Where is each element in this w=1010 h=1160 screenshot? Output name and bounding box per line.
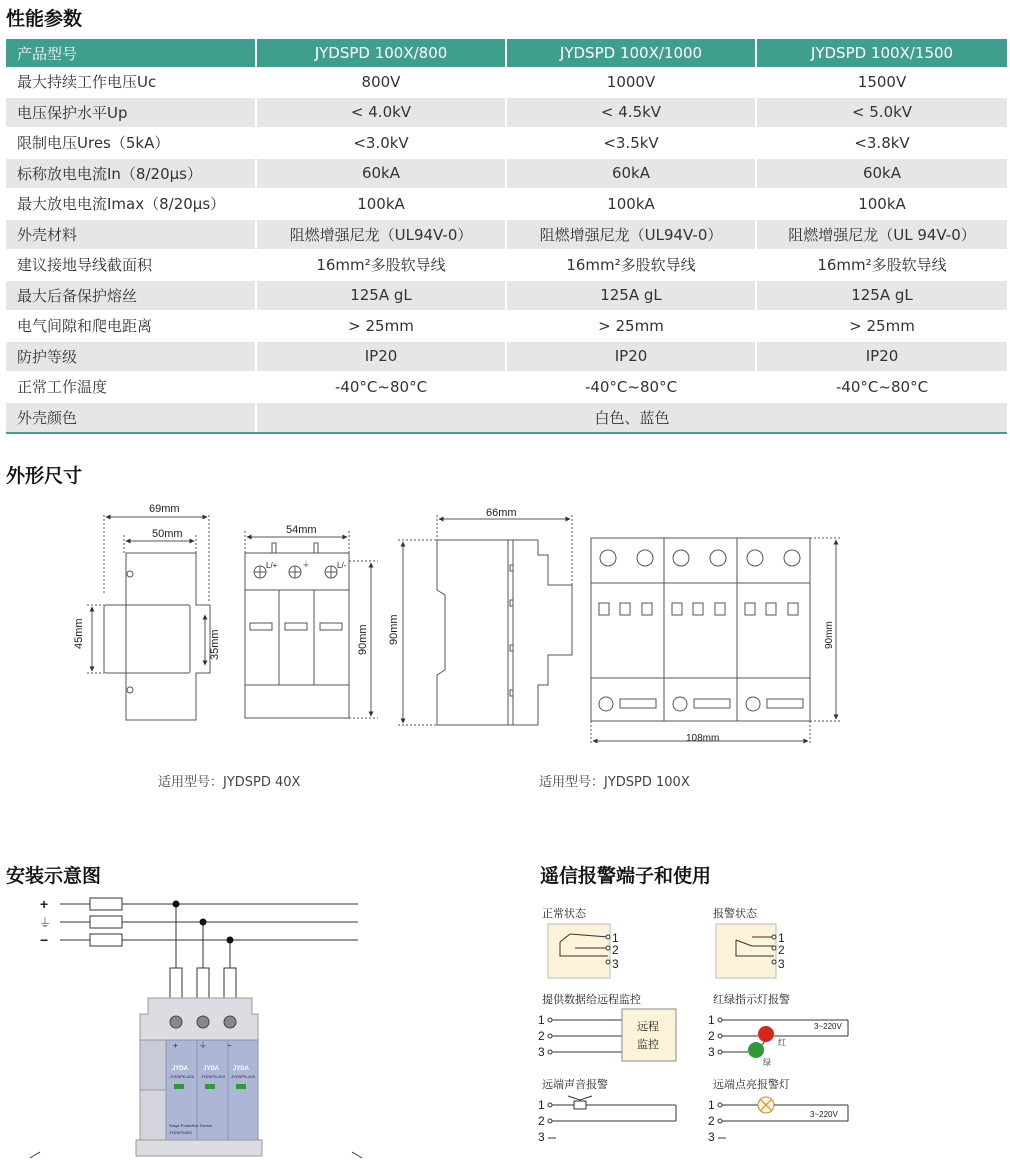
buzzer-diagram <box>538 1096 676 1144</box>
cell: -40°C~80°C <box>756 372 1007 403</box>
red-label: 红 <box>778 1038 786 1047</box>
cell: > 25mm <box>756 311 1007 342</box>
cell: 100kA <box>506 189 756 220</box>
row-label: 电气间隙和爬电距离 <box>6 311 256 342</box>
dim-90mm-40x: 90mm <box>357 624 369 655</box>
remote-box-line2: 监控 <box>637 1039 659 1051</box>
device-brand-1: JYDA <box>172 1066 189 1072</box>
cell: 16mm²多股软导线 <box>756 250 1007 281</box>
pin-2: 2 <box>708 1029 715 1043</box>
cell: 100kA <box>756 189 1007 220</box>
indicator-label: 红绿指示灯报警 <box>713 994 790 1006</box>
terminal-l-plus: L/+ <box>266 561 278 570</box>
cell: 125A gL <box>256 280 506 311</box>
lamp-label: 远端点亮报警灯 <box>713 1079 790 1091</box>
header-cell: 产品型号 <box>6 39 256 67</box>
pole-ground: ⏚ <box>199 1041 207 1050</box>
normal-state-label: 正常状态 <box>542 908 586 920</box>
installation-title: 安装示意图 <box>6 865 102 887</box>
terminal-ground: ⏚ <box>302 560 310 569</box>
side-view-40x <box>87 515 210 720</box>
pin-1: 1 <box>708 1098 715 1112</box>
side-view-100x <box>398 515 572 725</box>
spec-header-row <box>6 39 1007 67</box>
table-row <box>6 402 1007 433</box>
row-label: 建议接地导线截面积 <box>6 250 256 281</box>
table-row <box>6 341 1007 372</box>
row-label: 电压保护水平Up <box>6 97 256 128</box>
pin-1: 1 <box>538 1013 545 1027</box>
device-model-3: JYDSPD-40X <box>231 1074 256 1079</box>
header-cell: JYDSPD 100X/1500 <box>756 39 1007 67</box>
alarm-state-diagram <box>716 924 785 978</box>
pole-minus: − <box>227 1041 232 1050</box>
pole-plus: + <box>173 1041 178 1050</box>
cell: > 25mm <box>506 311 756 342</box>
cell: 16mm²多股软导线 <box>256 250 506 281</box>
device-model-2: JYDSPD-40X <box>201 1074 226 1079</box>
dim-66mm: 66mm <box>486 507 517 519</box>
installation-diagram <box>0 890 380 1160</box>
cell: < 5.0kV <box>756 97 1007 128</box>
alarm-state-label: 报警状态 <box>713 908 757 920</box>
device-model-1: JYDSPD-40X <box>170 1074 195 1079</box>
remote-monitor-label: 提供数据给远程监控 <box>542 994 641 1006</box>
lamp-diagram <box>708 1097 848 1144</box>
pin-2: 2 <box>612 943 619 957</box>
dim-90mm-side: 90mm <box>388 614 400 645</box>
cell: <3.5kV <box>506 128 756 159</box>
cell: IP20 <box>256 341 506 372</box>
cell: > 25mm <box>256 311 506 342</box>
table-row <box>6 311 1007 342</box>
cell: IP20 <box>506 341 756 372</box>
pin-2: 2 <box>708 1114 715 1128</box>
pin-3: 3 <box>538 1130 545 1144</box>
cell: 800V <box>256 67 506 97</box>
dimension-drawings <box>0 495 1010 755</box>
indicator-diagram <box>708 1013 848 1067</box>
terminal-l-minus: L/- <box>337 561 347 570</box>
cell: 1000V <box>506 67 756 97</box>
device-model-label: JYDSPD40X <box>169 1130 192 1135</box>
row-label: 最大后备保护熔丝 <box>6 280 256 311</box>
cell: -40°C~80°C <box>256 372 506 403</box>
cell: 60kA <box>256 158 506 189</box>
cell: 白色、蓝色 <box>256 402 1007 433</box>
cell: 125A gL <box>506 280 756 311</box>
line-minus-label: − <box>40 932 49 948</box>
line-ground-label: ⏚ <box>39 916 52 930</box>
pin-2: 2 <box>538 1029 545 1043</box>
dim-35mm: 35mm <box>209 629 221 660</box>
pin-3: 3 <box>708 1130 715 1144</box>
alarm-diagrams <box>530 900 890 1158</box>
table-row <box>6 128 1007 159</box>
row-label: 防护等级 <box>6 341 256 372</box>
table-row <box>6 250 1007 281</box>
cell: <3.0kV <box>256 128 506 159</box>
dim-54mm: 54mm <box>286 524 317 536</box>
remote-box-line1: 远程 <box>637 1021 659 1033</box>
device-brand-3: JYDA <box>233 1066 250 1072</box>
cell: 1500V <box>756 67 1007 97</box>
pin-1: 1 <box>538 1098 545 1112</box>
normal-state-diagram <box>548 924 619 978</box>
cell: -40°C~80°C <box>506 372 756 403</box>
remote-monitor-diagram <box>538 1009 676 1061</box>
cell: < 4.5kV <box>506 97 756 128</box>
table-row <box>6 67 1007 97</box>
line-plus-label: + <box>40 896 49 912</box>
dimensions-title: 外形尺寸 <box>6 465 83 487</box>
row-label: 限制电压Ures（5kA） <box>6 128 256 159</box>
row-label: 外壳颜色 <box>6 402 256 433</box>
device-description: Surge Protective Device <box>169 1123 212 1128</box>
pin-3: 3 <box>612 957 619 971</box>
device-brand-2: JYDA <box>203 1066 220 1072</box>
cell: 60kA <box>756 158 1007 189</box>
caption-100x: 适用型号：JYDSPD 100X <box>539 775 690 790</box>
pin-2: 2 <box>538 1114 545 1128</box>
buzzer-label: 远端声音报警 <box>542 1079 608 1091</box>
voltage-label-2: 3~220V <box>810 1110 838 1119</box>
dim-69mm: 69mm <box>149 503 180 515</box>
table-row <box>6 158 1007 189</box>
row-label: 正常工作温度 <box>6 372 256 403</box>
cell: < 4.0kV <box>256 97 506 128</box>
table-row <box>6 280 1007 311</box>
header-cell: JYDSPD 100X/1000 <box>506 39 756 67</box>
spd-device <box>136 998 262 1156</box>
row-label: 标称放电电流In（8/20μs） <box>6 158 256 189</box>
dim-50mm: 50mm <box>152 528 183 540</box>
table-row <box>6 219 1007 250</box>
cell: <3.8kV <box>756 128 1007 159</box>
cell: 阻燃增强尼龙（UL94V-0） <box>256 219 506 250</box>
cell: 16mm²多股软导线 <box>506 250 756 281</box>
table-row <box>6 97 1007 128</box>
pin-3: 3 <box>778 957 785 971</box>
pin-1: 1 <box>612 931 619 945</box>
cell: 125A gL <box>756 280 1007 311</box>
pin-1: 1 <box>708 1013 715 1027</box>
table-row <box>6 189 1007 220</box>
performance-title: 性能参数 <box>6 8 83 30</box>
pin-3: 3 <box>538 1045 545 1059</box>
row-label: 最大持续工作电压Uc <box>6 67 256 97</box>
cell: 100kA <box>256 189 506 220</box>
front-view-100x <box>591 538 842 745</box>
row-label: 最大放电电流Imax（8/20μs） <box>6 189 256 220</box>
alarm-title: 遥信报警端子和使用 <box>540 865 712 887</box>
green-label: 绿 <box>763 1058 771 1067</box>
dim-45mm: 45mm <box>73 618 85 649</box>
cell: 60kA <box>506 158 756 189</box>
cell: 阻燃增强尼龙（UL 94V-0） <box>756 219 1007 250</box>
dim-108mm: 108mm <box>686 733 720 744</box>
dim-90mm-100x: 90mm <box>824 621 835 649</box>
header-cell: JYDSPD 100X/800 <box>256 39 506 67</box>
table-row <box>6 372 1007 403</box>
pin-1: 1 <box>778 931 785 945</box>
cell: IP20 <box>756 341 1007 372</box>
cell: 阻燃增强尼龙（UL94V-0） <box>506 219 756 250</box>
spec-table <box>6 39 1007 434</box>
row-label: 外壳材料 <box>6 219 256 250</box>
voltage-label-1: 3~220V <box>814 1022 842 1031</box>
pin-2: 2 <box>778 943 785 957</box>
caption-40x: 适用型号：JYDSPD 40X <box>158 775 301 790</box>
pin-3: 3 <box>708 1045 715 1059</box>
